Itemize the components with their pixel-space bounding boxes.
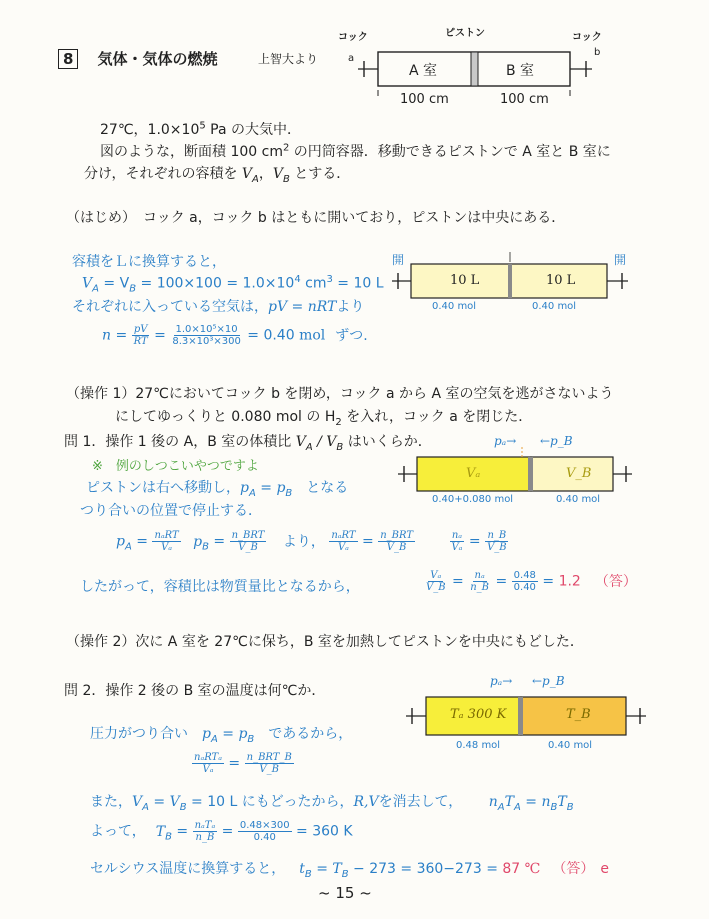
question-1-explanation-2: つり合いの位置で停止する． [80,503,262,519]
fig2-mol-b: 0.40 mol [532,301,577,312]
fig3-mol-a: 0.40+0.080 mol [432,494,514,505]
cock-left-label: コック [338,32,368,43]
fig4-pb-arrow: ←p_B [532,674,565,688]
fig3-pb-arrow: ←p_B [540,434,573,448]
room-a-label: A 室 [409,63,438,79]
open-right-label: 開 [614,253,627,267]
start-mol-equation: n = $\frac{pV}{RT}$ = $\frac{\text{1.0×10⁵×10}}{\text{8.3×10³×300}}$ = 0.40 mol ずつ. [102,324,368,347]
question-1-explanation-1: ピストンは右へ移動し，$p_A = p_B$ となる [86,480,349,499]
intro-line-3: 分け，それぞれの容積を $V_A$，$V_B$ とする． [84,166,351,185]
length-b-label: 100 cm [500,92,549,107]
operation-1-line-1: （操作 1）27℃においてコック b を閉め，コック a から A 室の空気を逃がさないよう [66,386,614,402]
problem-title: 気体・気体の燃焼 [97,50,218,68]
start-answer-line-3: それぞれに入っている空気は，pV = nRTより [72,299,365,315]
pressure-equations: $p_A$ = $\frac{\text{nₐRT}}{\text{Vₐ}}$ $p_B$ = $\frac{\text{n\_BRT}}{V\_B}$ より， $\frac{\text{nₐRT}}{\text{Vₐ}}$ = $\frac{\text{n\_BRT}}{V\_B}$ $\frac{\text{nₐ}}{\text{Vₐ}}$ = $\frac{n\_B}{V\_B}$ [116,530,507,553]
operation-2: （操作 2）次に A 室を 27℃に保ち，B 室を加熱してピストンを中央にもどした． [66,634,584,650]
question-1-answer: 1.2 [558,573,581,590]
fig1-cylinder [358,52,592,96]
intro-line-2: 図のような，断面積 100 $cm^2$ の円筒容器．移動できるピストンで A 室と B 室に [100,142,611,160]
fig2-cylinder [392,252,628,298]
q2-line-5: セルシウス温度に換算すると， $t_B = T_B - 273 = 360-273 = 87$ ℃ （答） e [90,861,609,880]
cock-right-label: コック [572,32,602,43]
question-2-answer: 87 [502,861,521,877]
fig3-va: Vₐ [466,466,481,481]
source-label: 上智大より [258,52,319,66]
fig2-volume-b: 10 L [546,273,576,288]
length-a-label: 100 cm [400,92,449,107]
cock-b-label: b [594,47,601,58]
fig4-ta: Tₐ 300 K [450,707,507,722]
fig4-pa-arrow: pₐ→ [490,674,513,688]
q2-line-3: また，$V_A = V_B = 10$ L にもどったから，R,Vを消去して， $n_AT_A = n_BT_B$ [90,794,574,813]
q2-balance-equation: $\frac{\text{nₐRTₐ}}{\text{Vₐ}}$ = $\frac{\text{n\_BRT\_B}}{V\_B}$ [194,752,292,775]
question-2: 問 2．操作 2 後の B 室の温度は何℃か． [64,683,326,699]
start-condition: （はじめ） コック a，コック b はともに開いており，ピストンは中央にある． [66,210,566,226]
fig2-mol-a: 0.40 mol [432,301,477,312]
fig4-cylinder [406,697,646,735]
fig2-volume-a: 10 L [450,273,480,288]
operation-1-line-2: にしてゆっくりと 0.080 mol の $H_2$ を入れ，コック a を閉じた． [115,409,533,428]
question-1-note: ※ 例のしつこいやつですよ [92,459,259,474]
room-b-label: B 室 [506,63,535,79]
problem-header [58,48,218,69]
fig3-vb: V_B [566,466,592,481]
q2-line-1: 圧力がつり合い $p_A = p_B$ であるから， [90,726,353,745]
start-answer-line-1: 容積をＬに換算すると， [72,254,226,270]
volume-ratio-equation: $\frac{\text{Vₐ}}{V\_B}$ = $\frac{\text{nₐ}}{n\_B}$ = $\frac{0.48}{0.40}$ = 1.2 （答） [426,570,637,593]
q2-line-4: よって， $T_B$ = $\frac{\text{nₐTₐ}}{n\_B}$ = $\frac{0.48\times 300}{0.40}$ = 360 K [90,820,353,843]
fig3-pa-arrow: pₐ→ [494,434,517,448]
fig3-mol-b: 0.40 mol [556,494,601,505]
intro-line-1: 27℃，$1.0\times 10^5$ Pa の大気中． [100,120,302,138]
fig3-cylinder [398,447,632,491]
question-1-conclusion: したがって，容積比は物質量比となるから， [80,579,360,595]
problem-number: 8 [58,49,78,69]
piston-label: ピストン [445,28,485,39]
question-1: 問 1．操作 1 後の A，B 室の体積比 $V_A / V_B$ はいくらか． [64,434,432,453]
fig4-mol-b: 0.40 mol [548,740,593,751]
open-left-label: 開 [392,253,405,267]
page-number: ~ 15 ~ [318,884,372,902]
fig4-mol-a: 0.48 mol [456,740,501,751]
fig4-tb: T_B [566,707,591,722]
cock-a-label: a [348,53,355,64]
start-answer-line-2: $V_A = V_B = 100\times 100 = 1.0\times 10^4$ $cm^3 = 10$ L [82,274,384,295]
